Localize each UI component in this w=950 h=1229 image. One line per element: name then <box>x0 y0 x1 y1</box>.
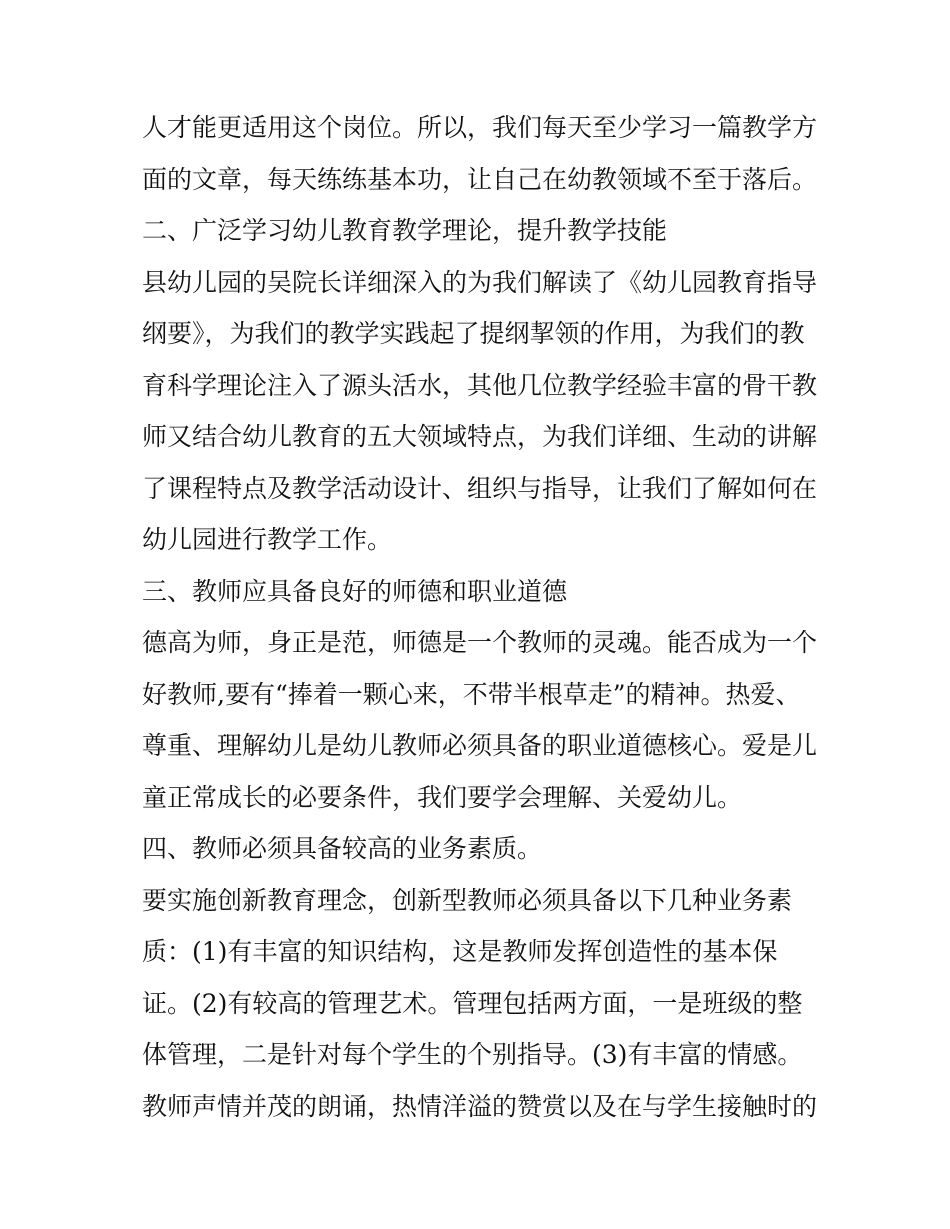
text-line: 尊重、理解幼儿是幼儿教师必须具备的职业道德核心。爱是儿 <box>142 731 818 760</box>
document-body <box>142 102 832 1132</box>
text-line: 体管理，二是针对每个学生的个别指导。(3)有丰富的情感。 <box>142 1040 803 1069</box>
section-heading: 三、教师应具备良好的师德和职业道德 <box>142 576 568 606</box>
section-heading: 四、教师必须具备较高的业务素质。 <box>142 834 543 863</box>
text-line: 面的文章，每天练练基本功，让自己在幼教领域不至于落后。 <box>142 164 818 194</box>
text-line: 好教师,要有“捧着一颗心来，不带半根草走”的精神。热爱、 <box>142 679 801 709</box>
text-line: 纲要》，为我们的教学实践起了提纲挈领的作用，为我们的教 <box>142 319 805 348</box>
section-heading: 二、广泛学习幼儿教育教学理论，提升教学技能 <box>142 216 668 245</box>
text-line: 县幼儿园的吴院长详细深入的为我们解读了《幼儿园教育指导 <box>142 267 818 297</box>
text-line: 幼儿园进行教学工作。 <box>142 525 393 554</box>
text-line: 童正常成长的必要条件，我们要学会理解、关爱幼儿。 <box>142 782 743 812</box>
text-line: 了课程特点及教学活动设计、组织与指导，让我们了解如何在 <box>142 473 818 503</box>
text-line: 教师声情并茂的朗诵，热情洋溢的赞赏以及在与学生接触时的 <box>142 1091 818 1121</box>
text-line: 人才能更适用这个岗位。所以，我们每天至少学习一篇教学方 <box>142 113 818 142</box>
text-line: 要实施创新教育理念，创新型教师必须具备以下几种业务素 <box>142 885 793 915</box>
text-line: 证。(2)有较高的管理艺术。管理包括两方面，一是班级的整 <box>142 988 803 1018</box>
text-line: 师又结合幼儿教育的五大领域特点，为我们详细、生动的讲解 <box>142 422 818 451</box>
text-line: 育科学理论注入了源头活水，其他几位教学经验丰富的骨干教 <box>142 370 818 400</box>
text-line: 质：(1)有丰富的知识结构，这是教师发挥创造性的基本保 <box>142 937 778 966</box>
text-line: 德高为师，身正是范，师德是一个教师的灵魂。能否成为一个 <box>142 628 818 657</box>
